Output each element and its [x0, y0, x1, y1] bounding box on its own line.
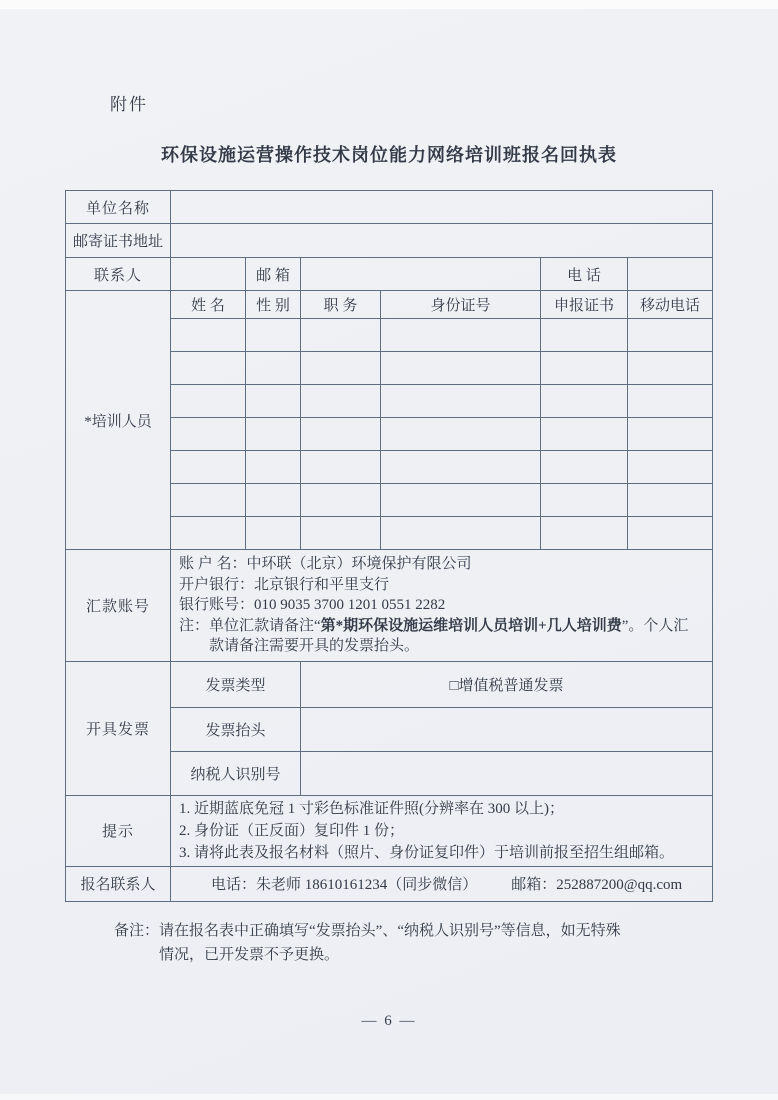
- remittance-details-cell: [171, 550, 713, 662]
- footnote: [114, 919, 694, 967]
- remittance-account-number: 银行账号：010 9035 3700 1201 0551 2282: [179, 597, 446, 613]
- footnote-line2: 情况，已开发票不予更换。: [159, 947, 340, 963]
- trainee-cell: [381, 484, 541, 517]
- registration-contact-email: 邮箱：252887200@qq.com: [511, 877, 683, 893]
- trainee-cell: [541, 451, 628, 484]
- trainee-cell: [246, 517, 301, 550]
- remittance-note-suffix: ”。个人汇款请备注需要开具的发票抬头。: [209, 617, 689, 654]
- invoice-type-value-cell: [301, 661, 713, 707]
- column-header-certificate: 申报证书: [541, 291, 628, 319]
- trainee-cell: [628, 385, 713, 418]
- trainee-cell: [301, 418, 381, 451]
- trainee-cell: [301, 319, 381, 352]
- vat-invoice-checkbox: □: [449, 677, 459, 694]
- trainees-label: *培训人员: [66, 291, 171, 550]
- registration-contact-label: 报名联系人: [66, 866, 171, 901]
- registration-table: [65, 190, 713, 902]
- scan-edge-bottom: [0, 1094, 778, 1100]
- trainee-cell: [246, 451, 301, 484]
- mailing-address-label: 邮寄证书地址: [66, 224, 171, 258]
- trainee-cell: [541, 484, 628, 517]
- vat-invoice-label: 增值税普通发票: [458, 677, 564, 694]
- tip-item: 3. 请将此表及报名材料（照片、身份证复印件）于培训前报至招生组邮箱。: [179, 844, 675, 861]
- trainee-cell: [381, 451, 541, 484]
- row-trainee-header: [66, 291, 713, 319]
- trainee-cell: [628, 418, 713, 451]
- trainee-cell: [628, 517, 713, 550]
- row-invoice-type: [66, 661, 713, 707]
- trainee-cell: [628, 451, 713, 484]
- trainee-cell: [628, 319, 713, 352]
- trainee-cell: [171, 451, 246, 484]
- invoice-title-label: 发票抬头: [171, 707, 301, 751]
- trainee-cell: [541, 517, 628, 550]
- row-mailing-address: [66, 224, 713, 258]
- trainee-cell: [301, 385, 381, 418]
- remittance-bank: 开户银行：北京银行和平里支行: [179, 576, 390, 593]
- column-header-gender: 性 别: [246, 291, 301, 319]
- trainee-cell: [171, 319, 246, 352]
- row-tips: [66, 795, 713, 866]
- trainee-cell: [301, 484, 381, 517]
- document-title: 环保设施运营操作技术岗位能力网络培训班报名回执表: [161, 145, 617, 165]
- trainee-cell: [381, 319, 541, 352]
- registration-contact-cell: [171, 866, 713, 901]
- trainee-cell: [381, 517, 541, 550]
- trainee-cell: [246, 352, 301, 385]
- tip-item: 1. 近期蓝底免冠 1 寸彩色标准证件照(分辨率在 300 以上)；: [179, 800, 564, 817]
- email-value-cell: [301, 258, 541, 291]
- footnote-label: 备注：: [114, 923, 160, 939]
- footnote-line1: 请在报名表中正确填写“发票抬头”、“纳税人识别号”等信息，如无特殊: [159, 923, 621, 939]
- trainee-cell: [628, 352, 713, 385]
- trainee-cell: [171, 352, 246, 385]
- taxpayer-id-label: 纳税人识别号: [171, 751, 301, 795]
- unit-name-value-cell: [171, 191, 713, 224]
- trainee-cell: [171, 418, 246, 451]
- row-contact-person: [66, 258, 713, 291]
- invoice-type-label: 发票类型: [171, 661, 301, 707]
- attachment-label: 附件: [110, 95, 148, 114]
- scan-edge-top: [0, 0, 778, 9]
- registration-contact-info: [171, 873, 712, 894]
- trainee-cell: [301, 451, 381, 484]
- page-number: — 6 —: [361, 1013, 417, 1029]
- trainee-cell: [541, 418, 628, 451]
- contact-person-value-cell: [171, 258, 246, 291]
- unit-name-label: 单位名称: [66, 191, 171, 224]
- tips-cell: [171, 795, 713, 866]
- row-unit-name: [66, 191, 713, 224]
- trainee-cell: [246, 484, 301, 517]
- email-label: 邮 箱: [246, 258, 301, 291]
- contact-person-label: 联系人: [66, 258, 171, 291]
- taxpayer-id-value-cell: [301, 751, 713, 795]
- remittance-details: [171, 550, 712, 661]
- column-header-mobile: 移动电话: [628, 291, 713, 319]
- trainee-cell: [628, 484, 713, 517]
- trainee-cell: [301, 517, 381, 550]
- tips-label: 提示: [66, 795, 171, 866]
- column-header-name: 姓 名: [171, 291, 246, 319]
- mailing-address-value-cell: [171, 224, 713, 258]
- remittance-label: 汇款账号: [66, 550, 171, 662]
- invoice-title-value-cell: [301, 707, 713, 751]
- column-header-id-number: 身份证号: [381, 291, 541, 319]
- tip-item: 2. 身份证（正反面）复印件 1 份；: [179, 822, 405, 839]
- phone-value-cell: [628, 258, 713, 291]
- remittance-note-prefix: 注：单位汇款请备注“: [179, 617, 321, 634]
- tips-list: [171, 796, 712, 866]
- remittance-note: [179, 616, 702, 657]
- trainee-cell: [381, 385, 541, 418]
- trainee-cell: [541, 352, 628, 385]
- remittance-note-bold: 第*期环保设施运维培训人员培训+几人培训费: [320, 617, 622, 634]
- trainee-cell: [541, 385, 628, 418]
- trainee-cell: [171, 484, 246, 517]
- trainee-cell: [301, 352, 381, 385]
- registration-contact-phone: 电话：朱老师 18610161234（同步微信）: [211, 877, 478, 893]
- footnote-text: [159, 919, 621, 967]
- trainee-cell: [381, 418, 541, 451]
- trainee-cell: [246, 418, 301, 451]
- trainee-cell: [246, 319, 301, 352]
- invoice-label: 开具发票: [66, 661, 171, 795]
- column-header-position: 职 务: [301, 291, 381, 319]
- trainee-cell: [171, 517, 246, 550]
- trainee-cell: [246, 385, 301, 418]
- remittance-account-name: 账 户 名：中环联（北京）环境保护有限公司: [179, 556, 472, 572]
- phone-label: 电 话: [541, 258, 628, 291]
- trainee-cell: [541, 319, 628, 352]
- row-registration-contact: [66, 866, 713, 901]
- trainee-cell: [171, 385, 246, 418]
- row-remittance: [66, 550, 713, 662]
- trainee-cell: [381, 352, 541, 385]
